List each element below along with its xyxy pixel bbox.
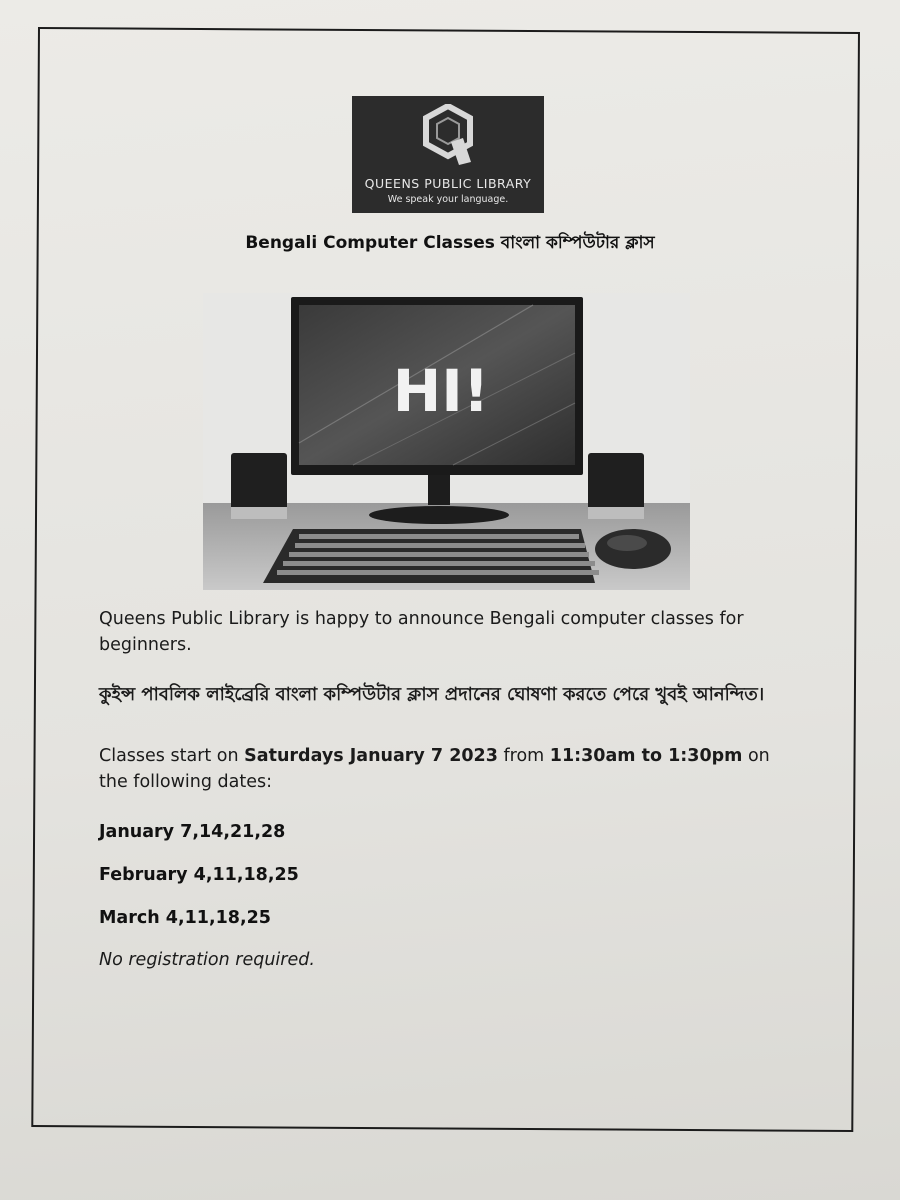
class-dates-march: March 4,11,18,25 <box>99 908 271 928</box>
library-q-logo-icon <box>423 104 473 166</box>
announcement-english: Queens Public Library is happy to announce Bengali computer classes for beginners. <box>99 609 744 655</box>
computer-photo <box>203 293 690 590</box>
class-dates-january: January 7,14,21,28 <box>99 822 286 842</box>
schedule-time: 11:30am to 1:30pm <box>549 746 743 766</box>
schedule-text <box>99 743 799 795</box>
right-speaker-icon <box>588 453 644 519</box>
registration-note: No registration required. <box>99 950 315 970</box>
logo-tagline: We speak your language. <box>387 194 509 205</box>
screen-greeting: HI! <box>392 357 490 425</box>
schedule-prefix: Classes start on <box>99 746 245 766</box>
schedule-start-day: Saturdays January 7 2023 <box>244 746 498 766</box>
schedule-suffix: on the following dates: <box>99 746 770 792</box>
keyboard-icon <box>263 529 599 583</box>
announcement-bengali: কুইন্স পাবলিক লাইব্রেরি বাংলা কম্পিউটার ক্লাস প্রদানের ঘোষণা করতে পেরে খুবই আনন্দিত। <box>99 684 765 705</box>
library-logo <box>352 96 544 213</box>
left-speaker-icon <box>231 453 287 519</box>
page-title: Bengali Computer Classes বাংলা কম্পিউটার ক্লাস <box>245 233 655 253</box>
schedule-middle: from <box>497 746 550 766</box>
class-dates-february: February 4,11,18,25 <box>99 865 299 885</box>
logo-name: QUEENS PUBLIC LIBRARY <box>364 176 532 191</box>
